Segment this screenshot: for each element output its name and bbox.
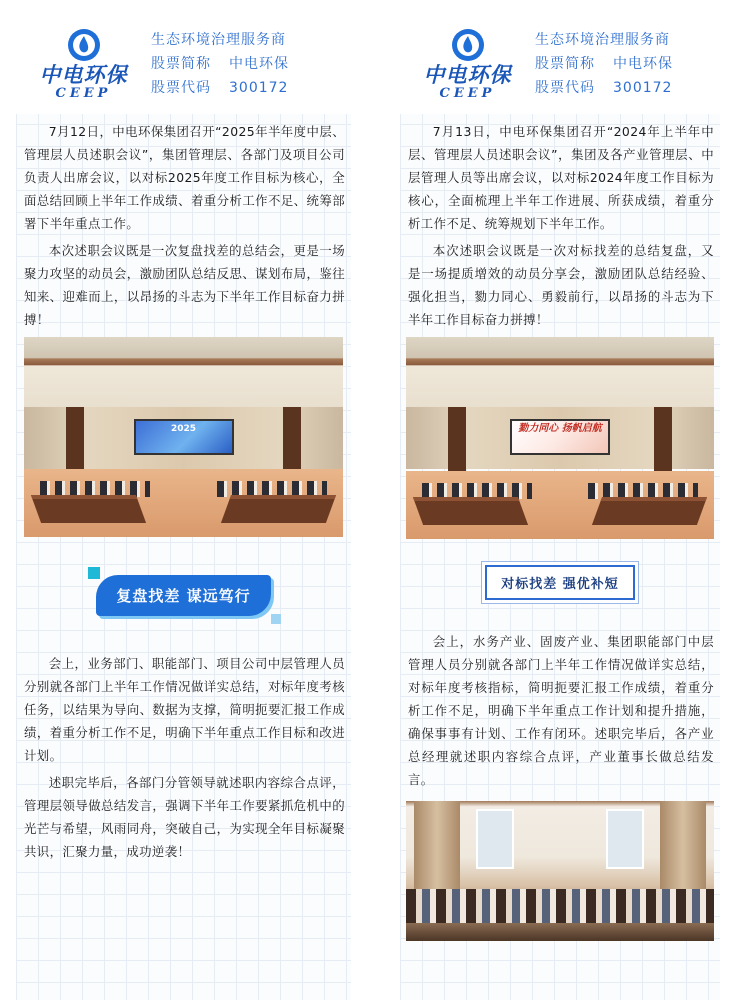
section-heading — [400, 565, 720, 600]
brand-header — [16, 14, 351, 114]
company-logo — [400, 27, 535, 101]
stock-name-label: 股票简称 — [535, 56, 595, 72]
paragraph: 会上，业务部门、职能部门、项目公司中层管理人员分别就各部门上半年工作情况做详实总结，对标年度考核任务，以结果为导向、数据为支撑，简明扼要汇报工作成绩，着重分析工作不足，明确下半年重点工作目标和改进计划。 — [24, 656, 345, 763]
paragraph: 会上，水务产业、固废产业、集团职能部门中层管理人员分别就各部门上半年工作情况做详实总结，对标年度考核指标，简明扼要汇报工作成绩，着重分析工作不足，明确下半年重点工作计划和提升措施，确保事事有计划、工作有闭环。述职完毕后，各产业总经理就述职内容综合点评，产业董事长做总结发言。 — [408, 634, 714, 787]
stock-name: 中电环保 — [613, 56, 673, 72]
logo-english-name: CEEP — [55, 86, 112, 101]
logo-chinese-name: 中电环保 — [423, 62, 512, 87]
paragraph: 本次述职会议既是一次对标找差的总结复盘，又是一场提质增效的动员分享会，激励团队总结经验、强化担当，勠力同心、勇毅前行，以昂扬的斗志为下半年工作目标奋力拼搏！ — [408, 243, 714, 327]
stock-info — [151, 28, 289, 100]
water-drop-logo-icon — [448, 27, 488, 63]
right-article-panel — [400, 14, 720, 1000]
paragraph: 述职完毕后，各部门分管领导就述职内容综合点评，管理层领导做总结发言，强调下半年工作要紧抓危机中的光芒与希望，风雨同舟，突破自己，为实现全年目标凝聚共识，汇聚力量，成功逆袭！ — [24, 775, 345, 859]
company-logo — [16, 27, 151, 101]
logo-chinese-name: 中电环保 — [39, 62, 128, 87]
stock-code-label: 股票代码 — [151, 80, 211, 96]
article-intro — [16, 114, 351, 331]
meeting-photo-audience — [406, 801, 714, 941]
section-heading — [16, 575, 351, 616]
meeting-photo — [24, 337, 343, 537]
meeting-photo — [406, 337, 714, 539]
stock-code-label: 股票代码 — [535, 80, 595, 96]
stock-code: 300172 — [613, 80, 673, 96]
section-title: 对标找差 强优补短 — [485, 565, 635, 600]
slogan: 生态环境治理服务商 — [535, 32, 670, 48]
section-title: 复盘找差 谋远笃行 — [116, 587, 251, 605]
projection-screen: 2025 — [134, 419, 234, 455]
article-intro — [400, 114, 720, 331]
paragraph: 7月12日，中电环保集团召开“2025年半年度中层、管理层人员述职会议”，集团管理层、各部门及项目公司负责人出席会议，以对标2025年度工作目标为核心，全面总结回顾上半年工作成绩、着重分析工作不足、统筹部署下半年重点工作。 — [24, 124, 345, 231]
water-drop-logo-icon — [64, 27, 104, 63]
slogan: 生态环境治理服务商 — [151, 32, 286, 48]
brand-header — [400, 14, 720, 114]
stock-name: 中电环保 — [229, 56, 289, 72]
paragraph: 本次述职会议既是一次复盘找差的总结会，更是一场聚力攻坚的动员会，激励团队总结反思、谋划布局，鉴往知来、迎难而上，以昂扬的斗志为下半年工作目标奋力拼搏！ — [24, 243, 345, 327]
stock-code: 300172 — [229, 80, 289, 96]
paragraph: 7月13日，中电环保集团召开“2024年上半年中层、管理层人员述职会议”，集团及各产业管理层、中层管理人员等出席会议，以对标2024年度工作目标为核心，全面梳理上半年工作进展、所获成绩，着重分析工作不足、统筹规划下半年工作。 — [408, 124, 714, 231]
article-details — [400, 624, 720, 791]
stock-name-label: 股票简称 — [151, 56, 211, 72]
stock-info — [535, 28, 673, 100]
left-article-panel — [16, 14, 351, 1000]
article-details — [16, 646, 351, 863]
projection-screen: 勠力同心 扬帆启航 — [510, 419, 610, 455]
logo-english-name: CEEP — [439, 86, 496, 101]
